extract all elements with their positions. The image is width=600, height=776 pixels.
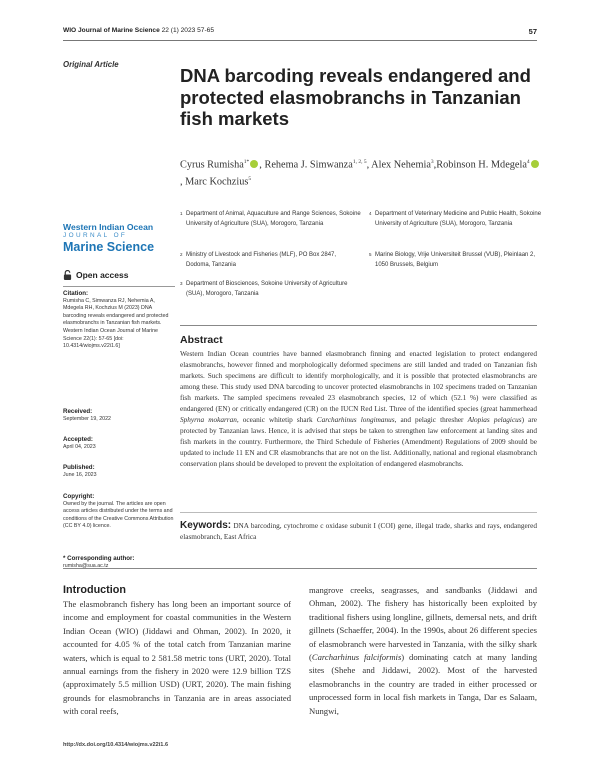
- affiliation-number: 5: [369, 252, 372, 257]
- corresponding-author-email[interactable]: rumisha@sua.ac.tz: [63, 562, 109, 569]
- intro-part: mangrove creeks, seagrasses, and sandbanks (Jiddawi and Ohman, 2002). The fishery has historically been exploited by traditional fishers using longline, gillnets, demersal nets, and drift gillnets (Schaeffer, 2004). In the 1990s, about 26 different species of elasmobranch were harvested in Tanzania, with the silky shark (: [309, 585, 537, 663]
- doi-link[interactable]: http://dx.doi.org/10.4314/wiojms.v22i1.6: [63, 742, 169, 748]
- citation-text: Rumisha C, Simwanza RJ, Nehemia A, Mdegela RH, Kochzius M (2023) DNA barcoding reveals endangered and protected elasmobranchs in Tanzanian fish markets. Western Indian Ocean Journal of Marine Science 22(1): 57-65 [doi: 10.4314/wiojms.v22i1.6]: [63, 297, 169, 350]
- author-name: Cyrus Rumisha: [180, 159, 244, 171]
- affiliation-text: Department of Biosciences, Sokoine University of Agriculture (SUA), Morogoro, Tanzania: [186, 281, 348, 297]
- corresponding-author-label: * Corresponding author:: [63, 555, 135, 562]
- received-date: September 19, 2022: [63, 415, 112, 422]
- author-separator: ,: [433, 159, 437, 171]
- abstract-rule: [180, 325, 537, 326]
- logo-line-3: Marine Science: [63, 240, 155, 254]
- abstract-part: ) are protected by Tanzanian laws. Hence, it is advised that steps be taken to strengthen law enforcement at landing sites and fish markets in the country. Furthermore, the Third Schedule of Fisheries (Amendment) Regulations of 2009 should be updated to include 11 EN and CR elasmobranchs that are not on the list. Additionally, national and regional elasmobranch conservation plans should be developed to prevent the exploitation of endangered elasmobranchs.: [180, 416, 537, 468]
- keywords-text: DNA barcoding, cytochrome c oxidase subunit I (COI) gene, illegal trade, sharks and rays, endangered elasmobranch, East Africa: [180, 522, 537, 541]
- affiliation-3: [180, 280, 361, 299]
- author-affiliation-marker: 1*: [243, 159, 250, 165]
- logo-line-2: JOURNAL OF: [63, 232, 128, 239]
- author-affiliation-marker: 3: [430, 159, 434, 165]
- intro-part: ) dominating catch at many landing sites (Shehe and Jiddawi, 2002). Most of the harvested elasmobranchs in the country are traded in either processed or unprocessed form in local fish markets in Tanga, Dar es Salaam, Nungwi,: [309, 652, 537, 716]
- author-separator: ,: [259, 159, 265, 171]
- author-affiliation-marker: 1, 2, 5: [352, 159, 367, 165]
- orcid-icon[interactable]: [250, 160, 258, 168]
- author-name: Marc Kochzius: [185, 176, 249, 188]
- keywords-label: Keywords:: [180, 520, 232, 531]
- author-separator: ,: [180, 176, 186, 188]
- abstract-part: , oceanic whitetip shark: [236, 416, 317, 424]
- author-name: Rehema J. Simwanza: [264, 159, 353, 171]
- affiliation-2: [180, 251, 361, 270]
- open-lock-icon: [63, 270, 72, 280]
- affiliation-1: [180, 210, 361, 229]
- author-affiliation-marker: 5: [248, 176, 252, 183]
- logo-line-1: Western Indian Ocean: [63, 222, 154, 232]
- abstract-heading: Abstract: [180, 334, 223, 346]
- affiliation-text: Marine Biology, Vrije Universiteit Brussel (VUB), Pleinlaan 2, 1050 Brussels, Belgium: [375, 252, 536, 268]
- author-list: [180, 155, 540, 190]
- sidebar-rule: [63, 286, 175, 287]
- citation-block: [63, 290, 175, 351]
- citation-label: Citation:: [63, 290, 89, 297]
- received-block: [63, 408, 175, 423]
- affiliation-text: Department of Veterinary Medicine and Public Health, Sokoine University of Agriculture (SUA), Morogoro, Tanzania: [375, 211, 542, 227]
- copyright-block: [63, 493, 175, 531]
- species-name: Sphyrna mokarran: [180, 416, 237, 424]
- introduction-left-column: The elasmobranch fishery has long been an important source of income and employment for coastal communities in the Western Indian Ocean (WIO) (Jiddawi and Ohman, 2002). In 2020, it accounted for 4.05 % of the total catch from Tanzanian marine waters, which is equal to 2 581.58 metric tons (URT, 2020). Total annual earnings from the fishery in 2020 were 12.9 billion TZS (approximately 5.5 million USD) (URT, 2020). The main fishing grounds for elasmobranchs in Tanzania are in areas associated with coral reefs,: [63, 599, 291, 717]
- affiliation-number: 3: [180, 281, 183, 286]
- received-label: Received:: [63, 408, 93, 415]
- copyright-text: Owned by the journal. The articles are open access articles distributed under the terms and conditions of the Creative Commons Attribution (CC BY 4.0) licence.: [63, 500, 174, 530]
- species-name: Carcharhinus falciformis: [311, 652, 402, 663]
- author-name: Robinson H. Mdegela: [436, 159, 527, 171]
- introduction-right-column: [309, 584, 537, 718]
- accepted-label: Accepted:: [63, 436, 93, 443]
- journal-name: WIO Journal of Marine Science: [63, 27, 160, 34]
- orcid-icon[interactable]: [531, 160, 539, 168]
- article-title: DNA barcoding reveals endangered and protected elasmobranchs in Tanzanian fish markets: [180, 65, 531, 129]
- author-affiliation-marker: 4: [526, 159, 530, 165]
- accepted-date: April 04, 2023: [63, 443, 96, 450]
- species-name: Carcharhinus longimanus: [316, 416, 395, 424]
- affiliation-number: 1: [180, 211, 183, 216]
- open-access-badge: [63, 270, 128, 280]
- header-rule: [63, 40, 537, 41]
- copyright-label: Copyright:: [63, 493, 95, 500]
- affiliation-text: Ministry of Livestock and Fisheries (MLF), PO Box 2847, Dodoma, Tanzania: [186, 252, 337, 268]
- journal-logo: [63, 222, 175, 254]
- species-name: Alopias pelagicus: [467, 416, 522, 424]
- accepted-block: [63, 436, 175, 451]
- affiliation-text: Department of Animal, Aquaculture and Range Sciences, Sokoine University of Agriculture (SUA), Morogoro, Tanzania: [186, 211, 361, 227]
- affiliation-number: 2: [180, 252, 183, 257]
- page-number: 57: [528, 27, 537, 36]
- running-header: [63, 27, 214, 34]
- open-access-label: Open access: [76, 270, 129, 280]
- issue-meta: 22 (1) 2023 57-65: [161, 27, 214, 34]
- affiliation-number: 4: [369, 211, 372, 216]
- article-type: Original Article: [63, 60, 119, 69]
- published-date: June 16, 2023: [63, 471, 97, 478]
- affiliation-5: [369, 251, 550, 270]
- published-block: [63, 464, 175, 479]
- abstract-part: Western Indian Ocean countries have banned elasmobranch finning and enacted legislation to protect endangered elasmobranchs, however finned and morphologically deformed specimens are still landed and traded on Tanzanian fish markets. Such specimens are difficult to identify morphologically, and it is possible that protected elasmobranchs are among these. This study used DNA barcoding to uncover protected elasmobranchs in 102 specimens traded on Tanzanian fish markets. The sampled specimens revealed 23 elasmobranch species, 12 of which (52.1 %) were classified as endangered (EN) or critically endangered (CR) on the IUCN Red List. Three of the identified species (great hammerhead: [180, 350, 537, 413]
- keywords-rule: [180, 512, 537, 513]
- body-rule: [63, 568, 537, 569]
- affiliation-4: [369, 210, 550, 229]
- abstract-text: [180, 349, 537, 470]
- keywords: [180, 520, 537, 543]
- introduction-heading: Introduction: [63, 584, 126, 596]
- published-label: Published:: [63, 464, 95, 471]
- author-separator: ,: [366, 159, 372, 171]
- author-name: Alex Nehemia: [371, 159, 431, 171]
- abstract-part: , and pelagic thresher: [394, 416, 468, 424]
